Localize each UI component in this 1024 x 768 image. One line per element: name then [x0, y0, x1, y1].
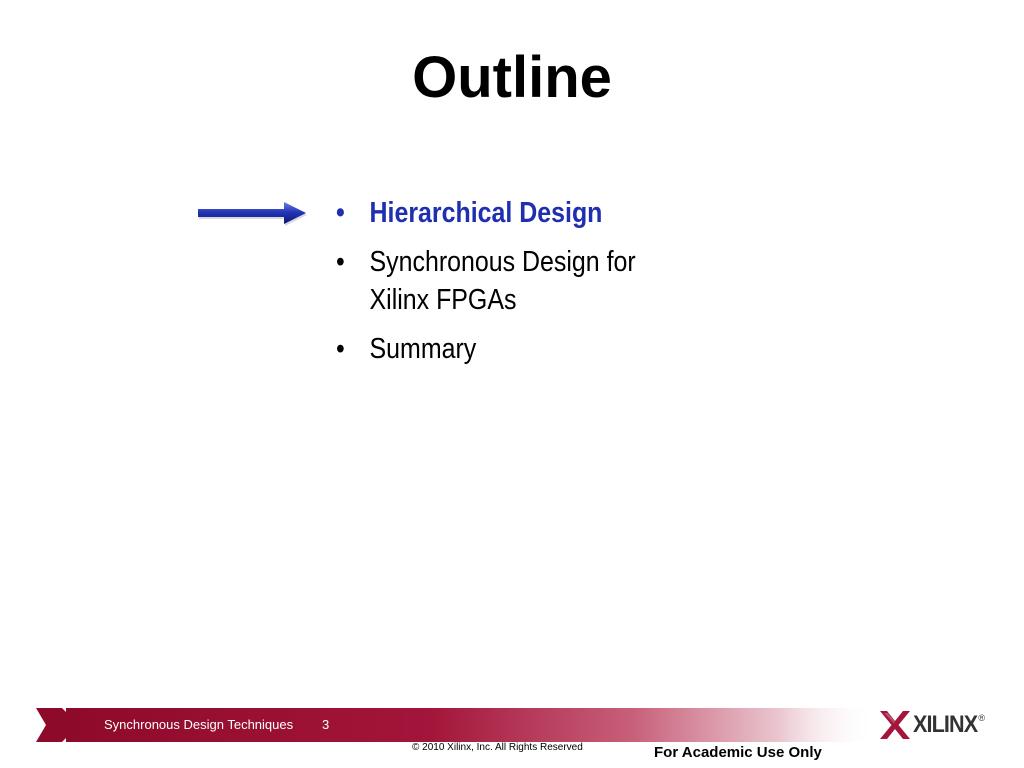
bullet-item-hierarchical-design — [336, 194, 636, 232]
footer-course-title: Synchronous Design Techniques — [104, 717, 294, 732]
bullet-item-summary — [336, 330, 636, 368]
bullet-dot: • — [336, 333, 345, 365]
footer-page-number: 3 — [322, 717, 330, 732]
bullet-text-line-2: Xilinx FPGAs — [369, 284, 517, 316]
bullet-list — [336, 194, 685, 379]
academic-use-note: For Academic Use Only — [654, 744, 822, 761]
bullet-text: Hierarchical Design — [369, 197, 603, 229]
slide-title: Outline — [412, 45, 612, 110]
right-arrow-icon — [196, 198, 308, 228]
xilinx-logo-icon — [880, 711, 910, 739]
copyright-text: © 2010 Xilinx, Inc. All Rights Reserved — [412, 742, 583, 753]
bullet-text: Summary — [369, 333, 477, 365]
xilinx-logo — [880, 709, 985, 741]
bullet-text-line-1: Synchronous Design for — [369, 246, 636, 278]
bullet-dot: • — [336, 246, 345, 278]
bullet-item-synchronous-design — [336, 243, 636, 319]
bullet-dot: • — [336, 197, 345, 229]
logo-text: XILINX — [913, 711, 978, 738]
registered-mark: ® — [978, 713, 985, 723]
